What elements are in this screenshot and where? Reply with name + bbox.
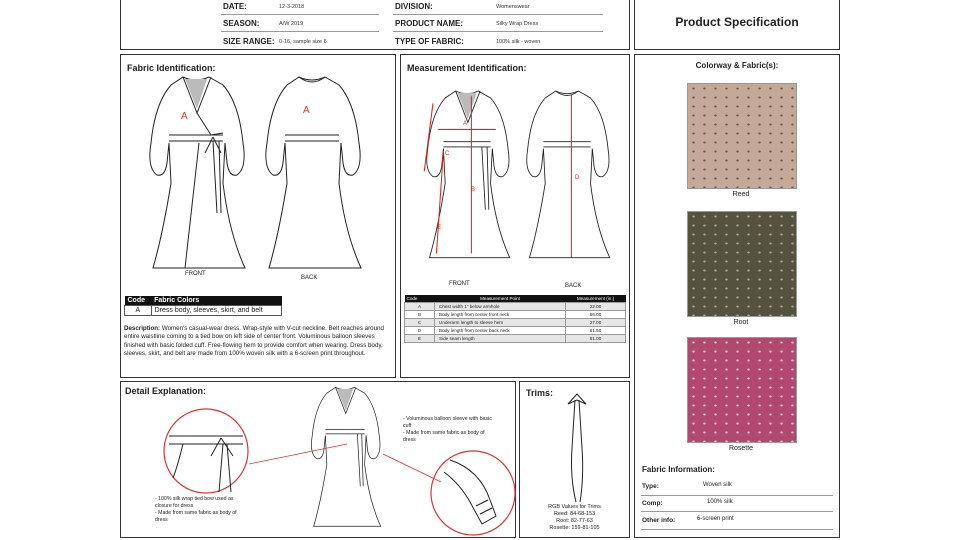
fabric-front-label: FRONT (185, 271, 206, 277)
fabric-table-header-colors: Fabric Colors (154, 297, 200, 304)
belt-trim-illustration (562, 388, 592, 506)
dress-back-illustration (257, 73, 367, 278)
date-value: 12-3-2018 (279, 4, 305, 10)
fabric-info-other-label: Other info: (642, 517, 676, 524)
meas-point: Body length from center front neck (435, 311, 566, 319)
season-value: A/W 2019 (279, 21, 304, 27)
fabric-info-type-value: Woven silk (703, 482, 732, 488)
title-box (634, 0, 840, 50)
meas-header-value: Measurement (in.) (576, 296, 615, 301)
meas-point: Underarm length to sleeve hem (435, 319, 566, 327)
measurement-letter-d: D (575, 175, 580, 181)
fabric-info-comp-label: Comp: (642, 500, 663, 507)
swatch-label-rosette: Rosette (728, 445, 754, 452)
size-range-label: SIZE RANGE: (223, 37, 275, 46)
swatch-label-root: Root (733, 319, 749, 326)
meas-code: D (405, 327, 435, 335)
meas-header-point: Measurement Point (480, 296, 520, 301)
product-name-label: PRODUCT NAME: (395, 19, 463, 28)
trims-rgb-block (520, 504, 629, 532)
meas-value: 51.00 (566, 335, 626, 343)
note-line: - Voluminous balloon sleeve with basic (403, 416, 492, 422)
meas-point: Side seam length (435, 335, 566, 343)
table-row (405, 319, 626, 327)
colorway-box (634, 54, 840, 538)
swatch-label-reed: Reed (732, 191, 750, 198)
detail-explanation-title: Detail Explanation: (125, 386, 207, 396)
note-line: - Made from same fabric as body of (403, 430, 485, 436)
meas-code: A (405, 303, 435, 311)
measurement-identification-box (400, 54, 630, 378)
date-label: DATE: (223, 2, 247, 11)
trims-rgb-root: Root: 82-77-63 (556, 518, 593, 524)
product-name-value: Silky Wrap Dress (496, 21, 539, 27)
table-row (125, 306, 282, 316)
measurement-letter-e: E (437, 225, 442, 231)
detail-note-bow (155, 496, 237, 524)
dress-front-illustration (141, 73, 251, 278)
meas-value: 22.00 (566, 303, 626, 311)
fabric-info-other-value: 6-screen print (697, 516, 734, 522)
fabric-table-header-code: Code (127, 297, 145, 304)
meas-value: 56.00 (566, 311, 626, 319)
fabric-colors-table (124, 296, 282, 316)
measurement-letter-a: A (463, 121, 468, 127)
fabric-identification-title: Fabric Identification: (127, 63, 216, 73)
note-line: - 100% silk wrap tied bow used as (155, 496, 234, 502)
measurement-letter-c: C (445, 151, 450, 157)
measurement-table (404, 295, 626, 343)
fabric-marker-front: A (181, 111, 188, 122)
division-value: Womenswear (496, 4, 530, 10)
note-line: closure for dress (155, 503, 194, 509)
header-info-box (120, 0, 630, 50)
swatch-rosette (687, 337, 797, 443)
detail-explanation-box (120, 381, 516, 538)
trims-rgb-reed: Reed: 84-68-153 (553, 511, 596, 517)
note-line: dress (403, 437, 416, 443)
meas-value: 27.00 (566, 319, 626, 327)
swatch-root (687, 211, 797, 317)
note-line: - Made from same fabric as body of (155, 510, 237, 516)
fabric-back-label: BACK (301, 275, 318, 281)
meas-code: E (405, 335, 435, 343)
trims-box (519, 381, 630, 538)
table-row (405, 327, 626, 335)
trims-rgb-rosette: Rosette: 159-81-105 (549, 525, 600, 531)
trims-title: Trims: (526, 388, 554, 398)
meas-point: Chest width 1" below armhole (435, 303, 566, 311)
note-line: cuff (403, 423, 412, 429)
fabric-row-code: A (125, 306, 152, 316)
fabric-info-title: Fabric Information: (642, 465, 715, 474)
trims-rgb-title: RGB Values for Trims (548, 504, 601, 510)
measurement-back-label: BACK (565, 283, 582, 289)
description-text: Women's casual-wear dress. Wrap-style with V-cut neckline. Belt reaches around entire waistline coming to a tied bow on left side of center front. Voluminous balloon sleeves finished with basic folded cuff. Free-flowing hem to provide comfort when wearing. Dress body, sleeves, skirt, and belt are made from 100% woven silk with a 6-screen print throughout. (124, 325, 384, 358)
measurement-front-label: FRONT (449, 281, 470, 287)
meas-code: B (405, 311, 435, 319)
measurement-identification-title: Measurement Identification: (407, 63, 527, 73)
table-row (405, 311, 626, 319)
table-row (405, 335, 626, 343)
fabric-marker-back: A (303, 105, 310, 116)
table-row (405, 303, 626, 311)
page-title: Product Specification (675, 15, 799, 29)
fabric-type-label: TYPE OF FABRIC: (395, 37, 464, 46)
measurement-back-illustration (519, 77, 615, 277)
fabric-row-desc: Dress body, sleeves, skirt, and belt (151, 306, 281, 316)
measurement-front-illustration (419, 77, 515, 277)
meas-point: Body length from center back neck (435, 327, 566, 335)
detail-note-sleeve (403, 416, 492, 444)
fabric-info-comp-value: 100% silk (707, 499, 733, 505)
note-line: dress (155, 517, 168, 523)
size-range-value: 0-16, sample size 6 (279, 39, 327, 45)
meas-header-code: Code (406, 296, 418, 301)
colorway-title: Colorway & Fabric(s): (695, 61, 779, 70)
swatch-reed (687, 83, 797, 189)
measurement-letter-b: B (471, 187, 476, 193)
meas-value: 61.50 (566, 327, 626, 335)
fabric-identification-box (120, 54, 396, 378)
division-label: DIVISION: (395, 2, 433, 11)
season-label: SEASON: (223, 19, 260, 28)
description-label: Description: (124, 325, 161, 332)
fabric-type-value: 100% silk - woven (496, 39, 541, 45)
meas-code: C (405, 319, 435, 327)
fabric-description (124, 325, 390, 359)
fabric-info-type-label: Type: (642, 483, 659, 490)
